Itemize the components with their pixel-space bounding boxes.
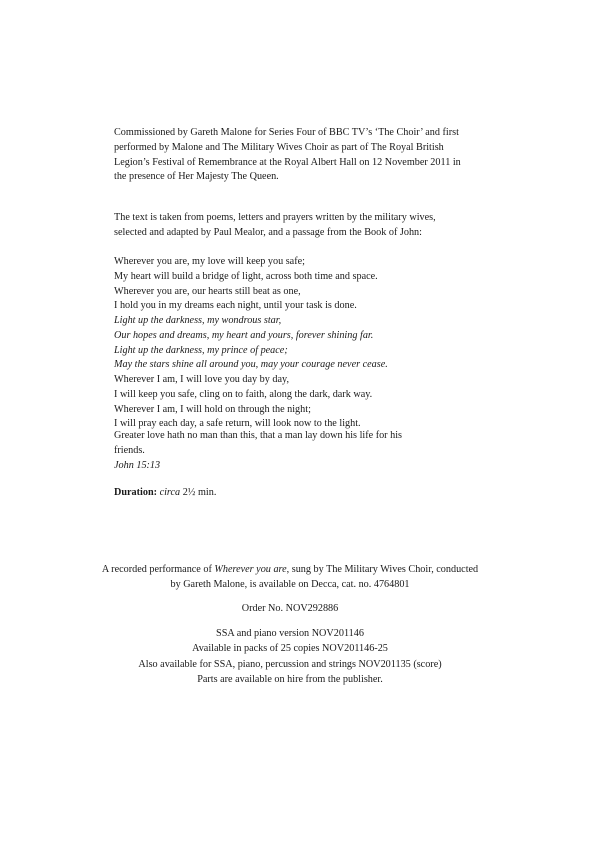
order-number-text: Order No. NOV292886 — [241, 603, 339, 614]
chorus-line: Light up the darkness, my wondrous star, — [114, 315, 282, 326]
verse-line: My heart will build a bridge of light, across both time and space. — [114, 270, 378, 282]
duration-colon: : — [153, 487, 158, 498]
chorus-line: May the stars shine all around you, may your courage never cease. — [114, 359, 388, 371]
commission-line: Commissioned by Gareth Malone for Series Four of BBC TV’s ‘The Choir’ and first — [114, 127, 459, 138]
also-available — [90, 658, 490, 688]
chorus-line: Our hopes and dreams, my heart and yours, forever shining far. — [114, 329, 374, 341]
also-line: Parts are available on hire from the publisher. — [197, 673, 383, 685]
chorus-line: Light up the darkness, my prince of peace; — [114, 344, 288, 356]
ssa-line: SSA and piano version NOV201146 — [216, 628, 364, 639]
verse-line: Wherever you are, our hearts still beat as one, — [114, 285, 301, 297]
commission-paragraph — [114, 126, 468, 185]
recording-title: Wherever you are — [214, 564, 287, 575]
text-source-paragraph — [114, 211, 468, 241]
order-number — [90, 602, 490, 617]
chorus — [114, 314, 468, 373]
verse-line: I hold you in my dreams each night, until your task is done. — [114, 300, 357, 312]
scripture-reference: John 15:13 — [114, 459, 161, 471]
verse-line: Wherever I am, I will love you day by day, — [114, 374, 290, 385]
also-line: Also available for SSA, piano, percussion and strings NOV201135 (score) — [138, 659, 442, 670]
recording-note — [90, 563, 490, 593]
duration-label: Duration — [114, 487, 154, 498]
text-source-line: The text is taken from poems, letters and prayers written by the military wives, — [114, 212, 436, 223]
verse-line: I will pray each day, a safe return, will look now to the light. — [114, 418, 361, 430]
verse-line: Wherever I am, I will hold on through the night; — [114, 403, 311, 415]
recording-suffix: , sung by The Military Wives Choir, conducted — [286, 564, 479, 575]
commission-line: performed by Malone and The Military Wives Choir as part of The Royal British — [114, 141, 444, 153]
commission-line: Legion’s Festival of Remembrance at the Royal Albert Hall on 12 November 2011 in — [114, 156, 461, 168]
duration-value: 2½ min. — [180, 487, 217, 498]
text-source-line: selected and adapted by Paul Mealor, and a passage from the Book of John: — [114, 226, 422, 238]
verse-two — [114, 373, 468, 432]
verse-line: I will keep you safe, cling on to faith, along the dark, dark way. — [114, 388, 373, 400]
scripture-line: friends. — [114, 444, 145, 456]
scripture-line: Greater love hath no man than this, that a man lay down his life for his — [114, 430, 403, 441]
duration-line — [114, 486, 468, 501]
verse-line: Wherever you are, my love will keep you safe; — [114, 256, 305, 267]
duration-qualifier: circa — [159, 487, 181, 498]
verse-one — [114, 255, 468, 314]
ssa-line: Available in packs of 25 copies NOV201146-25 — [192, 642, 388, 654]
scripture-passage — [114, 429, 468, 473]
recording-prefix: A recorded performance of — [101, 564, 215, 575]
ssa-version — [90, 627, 490, 657]
recording-line: by Gareth Malone, is available on Decca, cat. no. 4764801 — [170, 578, 410, 590]
commission-line: the presence of Her Majesty The Queen. — [114, 171, 279, 183]
